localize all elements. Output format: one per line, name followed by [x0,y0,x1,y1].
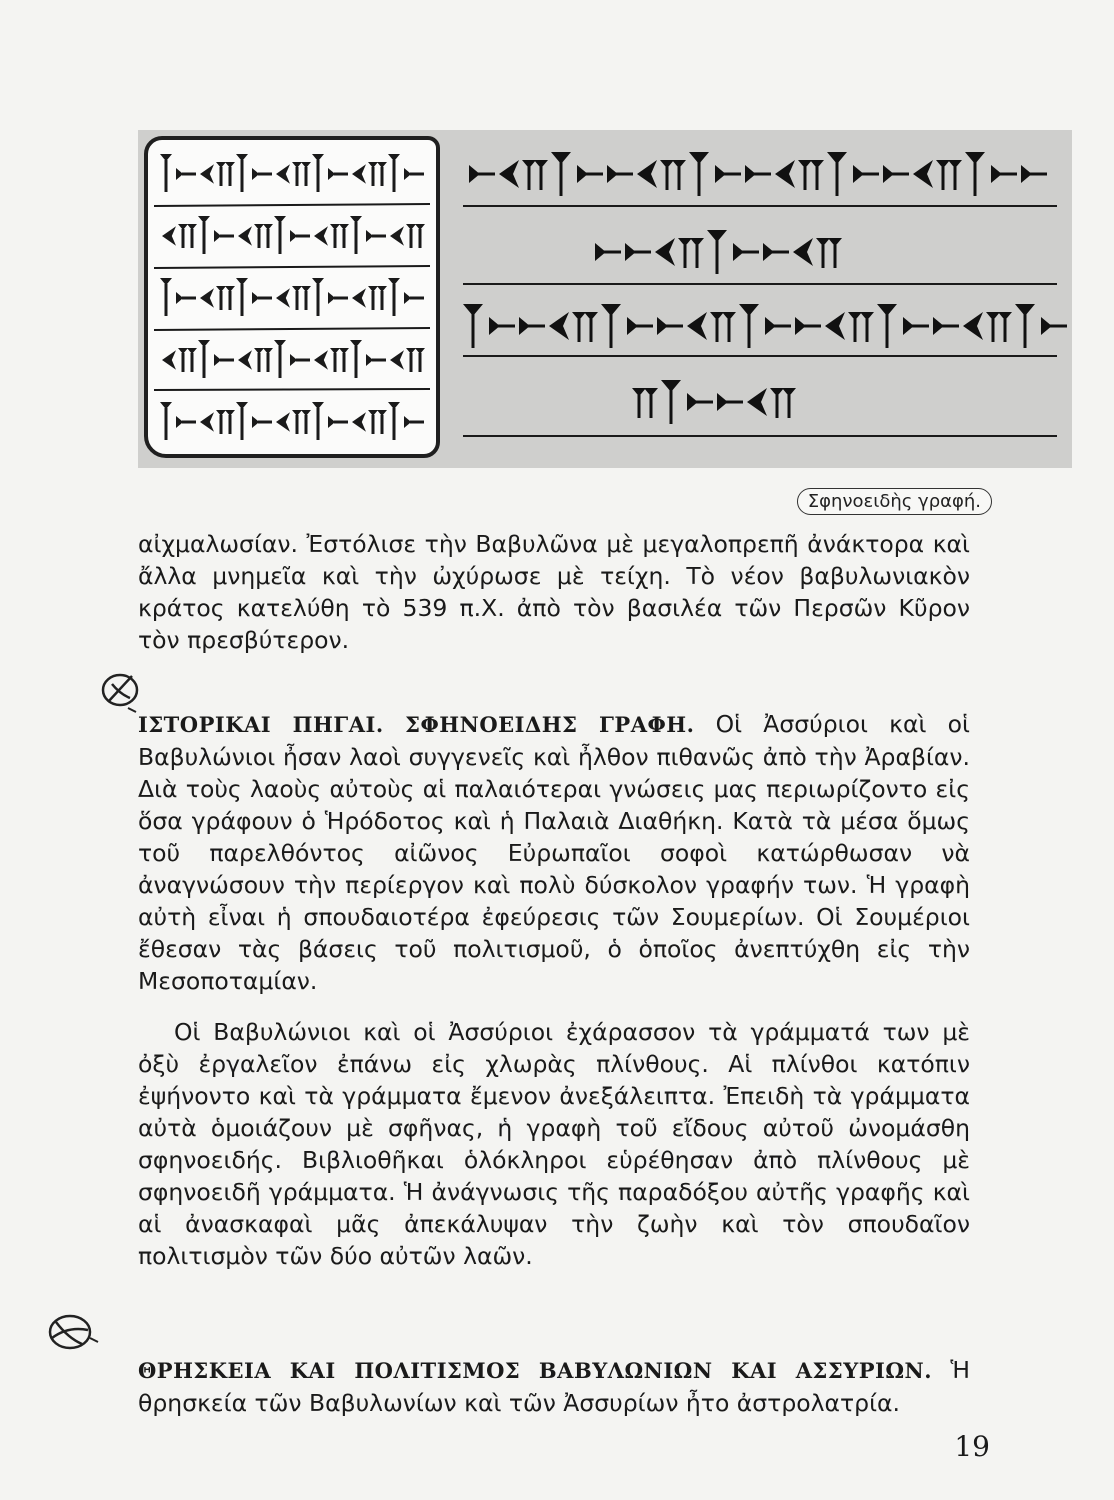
paragraph-text: Οἱ Βαβυλώνιοι καὶ οἱ Ἀσσύριοι ἐχάρασσον τὰ γράμματά των μὲ ὀξὺ ἐργαλεῖον ἐπάνω εἰς χλωρὰς πλίνθους. Αἱ πλίνθοι κατόπιν ἐψήνοντο καὶ τὰ γράμματα ἔμενον ἀνεξάλειπτα. Ἐπειδὴ τὰ γράμματα αὐτὰ ὁμοιάζουν μὲ σφῆνας, ἡ γραφὴ τοῦ εἴδους αὐτοῦ ὠνομάσθη σφηνοειδής. Βιβλιοθῆκαι ὁλόκληροι εὑρέθησαν ἀπὸ πλίνθους μὲ σφηνοειδῆ γράμματα. Ἡ ἀνάγνωσις τῆς παραδόξου αὐτῆς γραφῆς καὶ αἱ ἀνασκαφαὶ μᾶς ἀπεκάλυψαν τὴν ζωὴν καὶ τὸν σπουδαῖον πολιτισμὸν τῶν δύο αὐτῶν λαῶν. [138,1018,970,1270]
paragraph-text: Ἡ θρησκεία τῶν Βαβυλωνίων καὶ τῶν Ἀσσυρίων ἦτο ἀστρολατρία. [138,1356,970,1417]
page-number: 19 [954,1430,990,1463]
paragraph-text: Οἱ Ἀσσύριοι καὶ οἱ Βαβυλώνιοι ἦσαν λαοὶ συγγενεῖς καὶ ἦλθον πιθανῶς ἀπὸ τὴν Ἀραβίαν. Διὰ τοὺς λαοὺς αὐτοὺς αἱ παλαιότεραι γνώσεις μας περιωρίζοντο εἰς ὅσα γράφουν ὁ Ἡρόδοτος καὶ ἡ Παλαιὰ Διαθήκη. Κατὰ τὰ μέσα ὅμως τοῦ παρελθόντος αἰῶνος Εὐρωπαῖοι σοφοὶ κατώρθωσαν νὰ ἀναγνώσουν τὴν περίεργον καὶ πολὺ δύσκολον γραφήν των. Ἡ γραφὴ αὐτὴ εἶναι ἡ σπουδαιοτέρα ἐφεύρεσις τῶν Σουμερίων. Οἱ Σουμέριοι ἔθεσαν τὰς βάσεις τοῦ πολιτισμοῦ, ὁ ὁποῖος ἀνεπτύχθη εἰς τὴν Μεσοποταμίαν. [138,710,970,995]
clay-tablet-illustration [144,136,440,458]
cuneiform-lines-drawing [445,140,1067,462]
section-heading-historical-sources: ΙΣΤΟΡΙΚΑΙ ΠΗΓΑΙ. ΣΦΗΝΟΕΙΔΗΣ ΓΡΑΦΗ. [138,712,695,737]
paragraph-cuneiform-writing [138,1016,970,1272]
tablet-cuneiform-drawing [148,140,436,454]
paragraph-religion-culture [138,1354,970,1419]
figure-caption: Σφηνοειδὴς γραφή. [797,488,992,515]
paragraph-historical-sources [138,708,970,997]
paragraph-text: αἰχμαλωσίαν. Ἐστόλισε τὴν Βαβυλῶνα μὲ μεγαλοπρεπῆ ἀνάκτορα καὶ ἄλλα μνημεῖα καὶ τὴν ὠχύρωσε μὲ τείχη. Τὸ νέον βαβυλωνιακὸν κράτος κατελύθη τὸ 539 π.Χ. ἀπὸ τὸν βασιλέα τῶν Περσῶν Κῦρον τὸν πρεσβύτερον. [138,530,970,654]
margin-annotation-icon [38,1308,102,1358]
paragraph-captivity [138,528,970,656]
margin-annotation-icon [98,664,142,714]
section-heading-religion-culture: ΘΡΗΣΚΕΙΑ ΚΑΙ ΠΟΛΙΤΙΣΜΟΣ ΒΑΒΥΛΩΝΙΩΝ ΚΑΙ ΑΣΣΥΡΙΩΝ. [138,1358,933,1383]
cuneiform-figure [138,130,1072,468]
cuneiform-script-panel [445,140,1067,462]
